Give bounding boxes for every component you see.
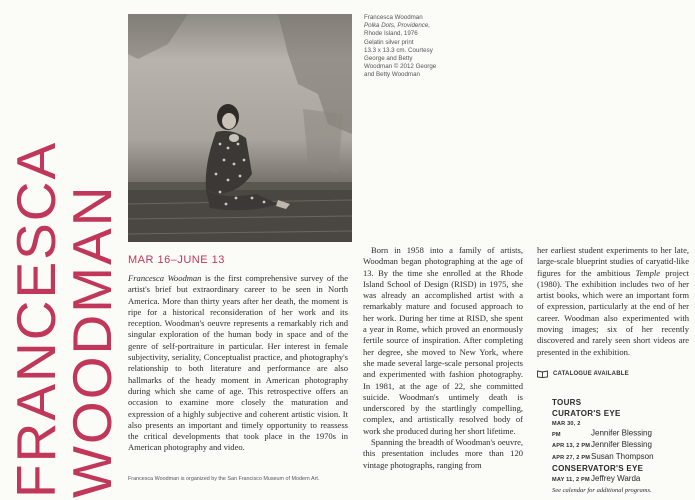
- caption-line: Rhode Island, 1976: [364, 30, 418, 38]
- conservators-eye-heading: CONSERVATOR'S EYE: [552, 464, 644, 473]
- caption-line: and Betty Woodman: [364, 71, 420, 79]
- body-paragraph-2: Spanning the breadth of Woodman's oeuvre, this presentation includes more than 120 vintage photographs, ranging from: [363, 437, 523, 470]
- body-column-middle: [363, 245, 523, 471]
- book-icon: [537, 370, 548, 378]
- tours-list: [552, 397, 692, 496]
- tour-date: MAR 30, 2 PM: [552, 421, 581, 438]
- intro-column: [128, 273, 348, 454]
- caption-line: Polka Dots, Providence,: [364, 22, 431, 30]
- organizer-note: Francesca Woodman is organized by the San Francisco Museum of Modern Art.: [128, 476, 320, 482]
- body-paragraph-3-text-end: project (1980). The exhibition includes two of her artist books, which were an important form of expression, particularly at the end of her career. Woodman also experimented with moving images; six of her recently discovered and rarely seen short videos are presented in the exhibition.: [537, 267, 689, 357]
- caption-line: Woodman © 2012 George: [364, 63, 437, 71]
- exhibition-dates: MAR 16–JUNE 13: [128, 254, 225, 266]
- tour-guide: Susan Thompson: [591, 451, 654, 461]
- body-paragraph-3: [537, 245, 689, 358]
- intro-artist-name: Francesca Woodman: [128, 273, 202, 283]
- catalogue-label: CATALOGUE AVAILABLE: [553, 371, 629, 377]
- tour-guide: Jennifer Blessing: [591, 428, 652, 438]
- caption-line: Francesca Woodman: [364, 14, 423, 21]
- body-column-right: [537, 245, 689, 358]
- catalogue-notice: [537, 370, 629, 378]
- title-line-2: WOODMAN: [61, 184, 123, 498]
- tour-item: [552, 440, 692, 452]
- intro-text: is the first comprehensive survey of the artist's brief but extraordinary career to be seen in North America. More than thirty years after her death, the moment is ripe for a historical reconsideration of her work and its reception. Woodman's oeuvre represents a remarkably rich and singular exploration of the human body in space and of the genre of self-portraiture in particular. Her interest in female subjectivity, seriality, Conceptualist practice, and photography's relationship to both literature and performance are also hallmarks of the heady moment in American photography during which she came of age. This retrospective offers an occasion to examine more closely the maturation and expression of a highly subjective and coherent artistic vision. It also presents an important and timely opportunity to reassess the critical developments that took place in the 1970s in American photography and video.: [128, 273, 349, 453]
- intro-paragraph: [128, 273, 348, 454]
- tour-guide: Jeffrey Warda: [591, 474, 641, 483]
- caption-line: 13.3 x 13.3 cm. Courtesy: [364, 46, 433, 54]
- tour-date: APR 27, 2 PM: [552, 454, 591, 461]
- tour-item: [552, 419, 692, 440]
- tour-date: MAY 11, 2 PM: [552, 477, 590, 483]
- body-paragraph-3-text: her earliest student experiments to her late, large-scale blueprint studies of caryatid-like figures for the ambitious: [537, 245, 689, 278]
- vertical-title: [5, 140, 123, 498]
- caption-line: Gelatin silver print: [364, 38, 414, 46]
- tour-item: [552, 474, 692, 486]
- photograph-image: [128, 14, 352, 242]
- calendar-note: See calendar for additional programs.: [552, 486, 652, 494]
- tour-item: [552, 452, 692, 464]
- caption-line: George and Betty: [364, 55, 413, 63]
- curators-eye-heading: CURATOR'S EYE: [552, 409, 621, 418]
- tours-heading: TOURS: [552, 398, 582, 407]
- photo-caption: [364, 14, 464, 80]
- body-paragraph-1: Born in 1958 into a family of artists, Woodman began photographing at the age of 13. By the time she enrolled at the Rhode Island School of Design (RISD) in 1975, she was already an accomplished artist with a remarkably mature and focused approach to her work. During her time at RISD, she spent a year in Rome, which proved an enormously fertile source of inspiration. After completing her degree, she moved to New York, where she made several large-scale personal projects and experimented with fashion photography. In 1981, at the age of 22, she committed suicide. Woodman's untimely death is underscored by the startlingly compelling, complex, and artistically resolved body of work she produced during her short lifetime.: [363, 245, 523, 436]
- tour-date: APR 13, 2 PM: [552, 443, 591, 449]
- polka-dots-photograph: [128, 14, 352, 242]
- tour-guide: Jennifer Blessing: [591, 440, 652, 449]
- title-line-1: FRANCESCA: [5, 140, 67, 498]
- temple-title: Temple: [635, 267, 661, 278]
